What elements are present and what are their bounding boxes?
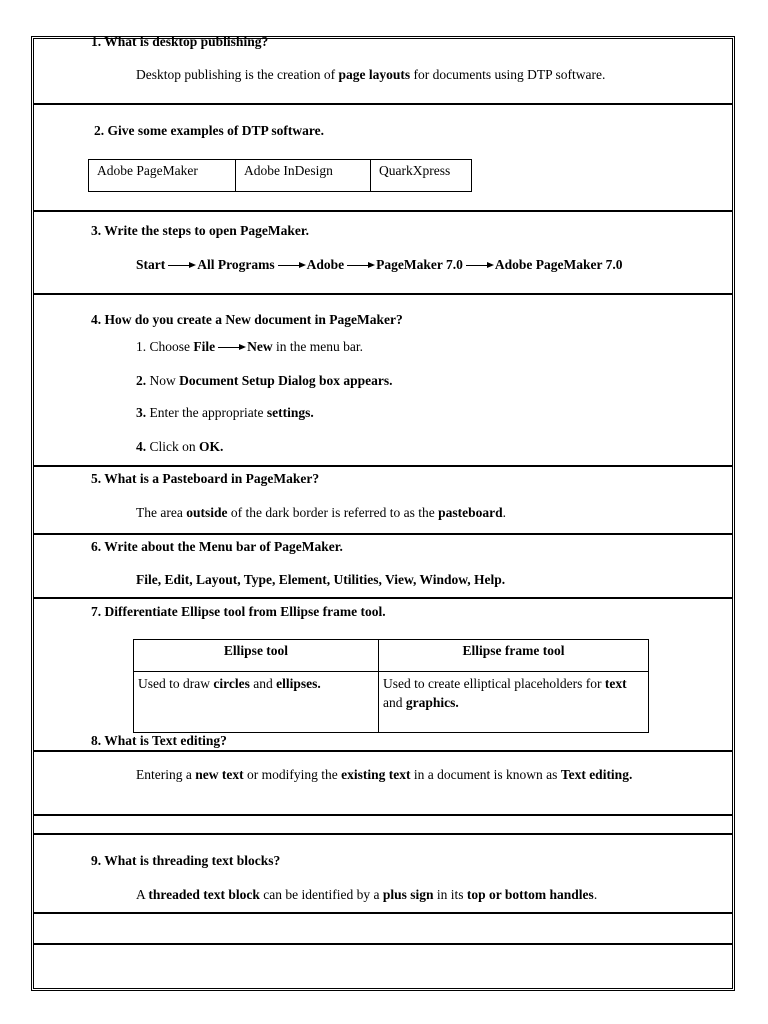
divider xyxy=(34,465,732,467)
software-cell: QuarkXpress xyxy=(371,160,472,192)
question-3: 3. Write the steps to open PageMaker. xyxy=(91,223,309,238)
divider xyxy=(34,103,732,105)
ellipse-tool-table xyxy=(133,639,649,733)
column-header: Ellipse tool xyxy=(134,640,379,672)
arrow-right-icon xyxy=(278,265,304,266)
question-8: 8. What is Text editing? xyxy=(91,733,227,748)
pagemaker-open-steps xyxy=(136,257,623,273)
divider xyxy=(34,912,732,914)
software-cell: Adobe InDesign xyxy=(236,160,371,192)
step: Adobe PageMaker 7.0 xyxy=(494,257,623,272)
step: All Programs xyxy=(197,257,275,272)
menu-bar-items: File, Edit, Layout, Type, Element, Utilities, View, Window, Help. xyxy=(136,572,506,587)
answer-1: Desktop publishing is the creation of page layouts for documents using DTP software. xyxy=(136,67,606,82)
divider xyxy=(34,750,732,752)
answer-5: The area outside of the dark border is referred to as the pasteboard. xyxy=(136,505,507,520)
arrow-right-icon xyxy=(466,265,492,266)
worksheet-frame xyxy=(31,36,735,991)
software-cell: Adobe PageMaker xyxy=(89,160,236,192)
arrow-right-icon xyxy=(168,265,194,266)
table-cell: Used to create elliptical placeholders for text and graphics. xyxy=(379,672,649,733)
step-2: 2. Now Document Setup Dialog box appears. xyxy=(136,373,393,388)
answer-8: Entering a new text or modifying the existing text in a document is known as Text editing. xyxy=(136,767,633,782)
question-1: 1. What is desktop publishing? xyxy=(91,34,269,49)
step: Start xyxy=(136,257,166,272)
table-cell: Used to draw circles and ellipses. xyxy=(134,672,379,733)
column-header: Ellipse frame tool xyxy=(379,640,649,672)
question-5: 5. What is a Pasteboard in PageMaker? xyxy=(91,471,320,486)
step-1: 1. Choose File New in the menu bar. xyxy=(136,339,363,354)
step: PageMaker 7.0 xyxy=(376,257,463,272)
divider xyxy=(34,533,732,535)
step-3: 3. Enter the appropriate settings. xyxy=(136,405,314,420)
question-4: 4. How do you create a New document in PageMaker? xyxy=(91,312,403,327)
step: Adobe xyxy=(306,257,345,272)
arrow-right-icon xyxy=(347,265,373,266)
step-4: 4. Click on OK. xyxy=(136,439,224,454)
divider xyxy=(34,597,732,599)
answer-9: A threaded text block can be identified by a plus sign in its top or bottom handles. xyxy=(136,887,598,902)
divider xyxy=(34,210,732,212)
question-6: 6. Write about the Menu bar of PageMaker. xyxy=(91,539,343,554)
arrow-right-icon xyxy=(218,347,244,348)
divider xyxy=(34,814,732,816)
question-9: 9. What is threading text blocks? xyxy=(91,853,281,868)
divider xyxy=(34,293,732,295)
dtp-software-table xyxy=(88,159,472,192)
question-7: 7. Differentiate Ellipse tool from Ellipse frame tool. xyxy=(91,604,386,619)
divider xyxy=(34,833,732,835)
divider xyxy=(34,943,732,945)
question-2: 2. Give some examples of DTP software. xyxy=(94,123,324,138)
